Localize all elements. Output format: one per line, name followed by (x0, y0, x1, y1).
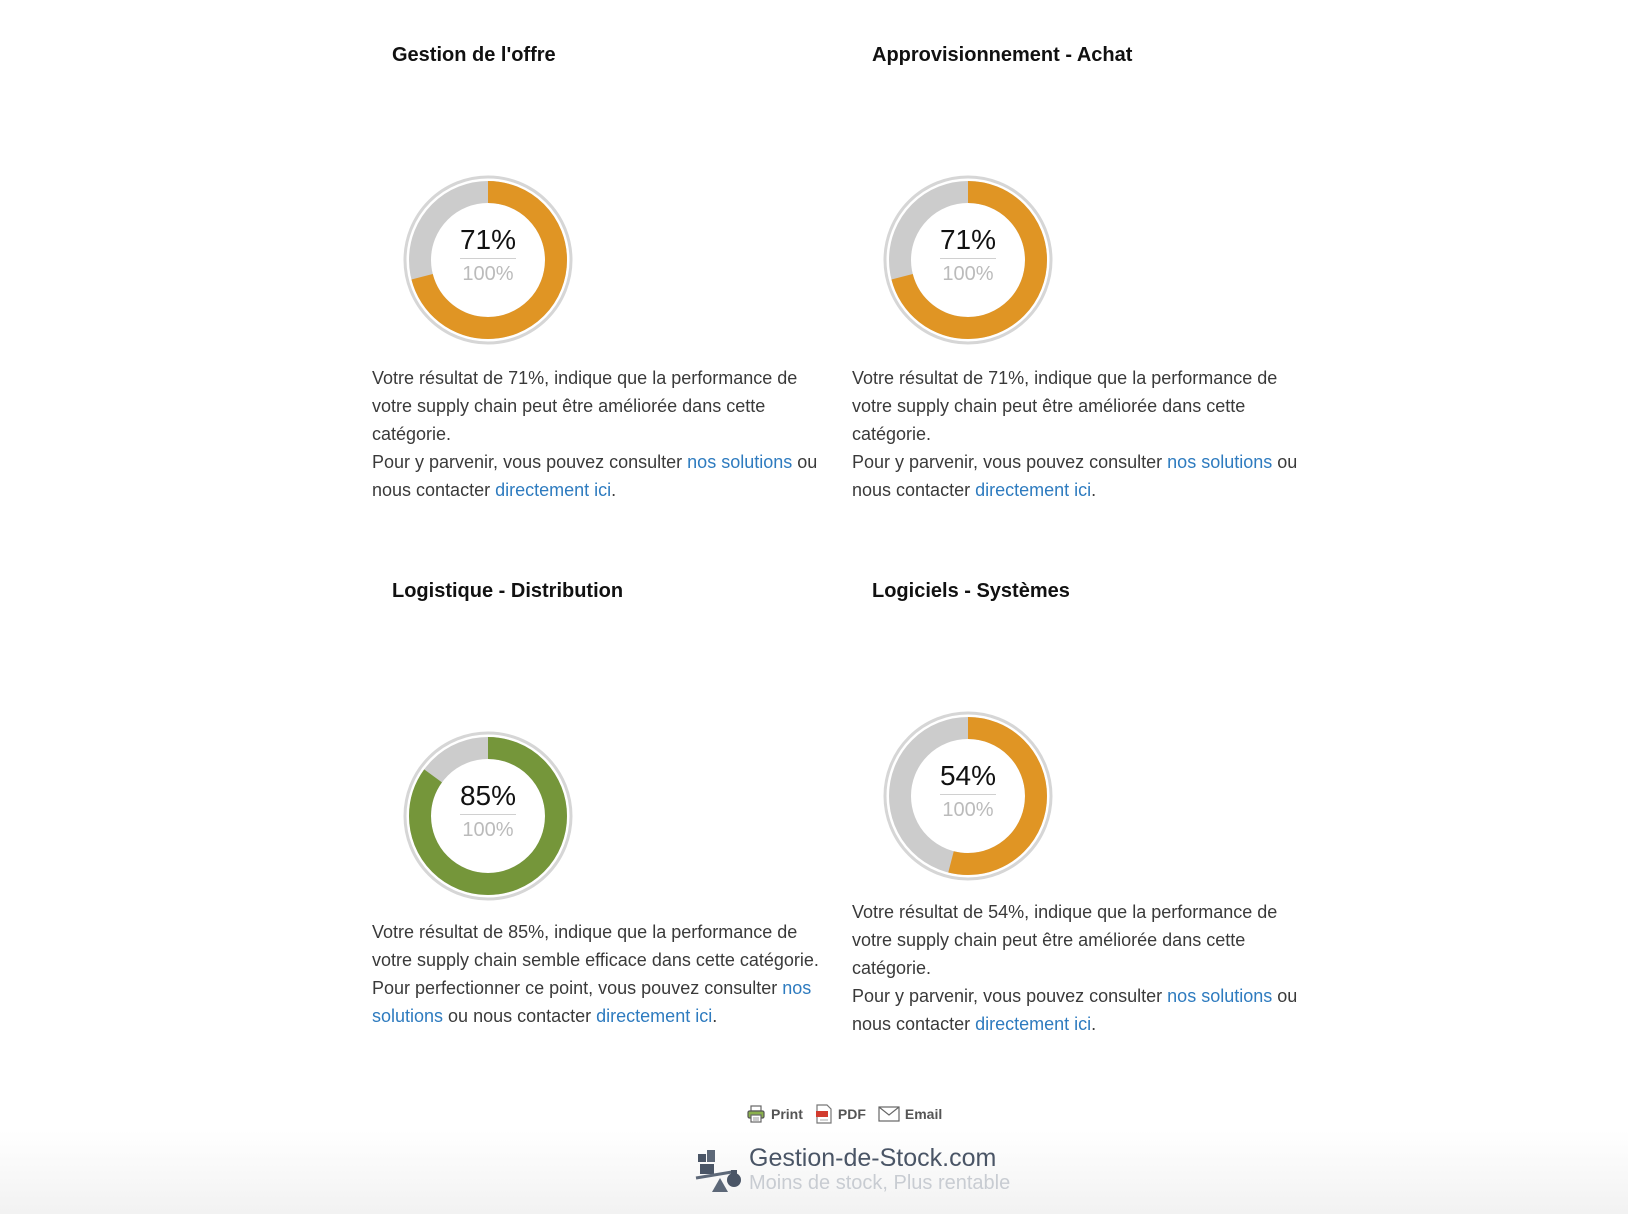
result-advice-text-mid: ou nous contacter (852, 452, 1298, 500)
nos-solutions-link[interactable]: nos solutions (1167, 986, 1273, 1006)
period: . (712, 1006, 718, 1026)
printer-icon (746, 1104, 766, 1124)
brand-tagline: Moins de stock, Plus rentable (749, 1172, 1011, 1194)
result-advice-text: Pour y parvenir, vous pouvez consulter (852, 986, 1168, 1006)
envelope-icon (878, 1106, 900, 1122)
result-summary: Votre résultat de 85%, indique que la performance de votre supply chain semble efficace dans cette catégorie. (372, 922, 819, 970)
nos-solutions-link[interactable]: nos solutions (372, 978, 812, 1026)
pdf-label: PDF (837, 1106, 866, 1122)
card-title: Logiciels - Systèmes (872, 580, 1070, 602)
result-summary: Votre résultat de 71%, indique que la performance de votre supply chain peut être améliorée dans cette catégorie. (372, 368, 798, 444)
result-advice-text: Pour perfectionner ce point, vous pouvez consulter (372, 978, 783, 998)
pdf-file-icon (815, 1104, 833, 1124)
result-advice-text-mid: ou nous contacter (443, 1006, 597, 1026)
donut-svg (882, 710, 1054, 882)
result-summary: Votre résultat de 54%, indique que la performance de votre supply chain peut être améliorée dans cette catégorie. (852, 902, 1278, 978)
result-description (372, 918, 832, 1030)
email-button[interactable] (878, 1106, 942, 1122)
gauge-max: 100% (942, 799, 994, 821)
gauge-divider (460, 814, 516, 815)
result-advice-text: Pour y parvenir, vous pouvez consulter (372, 452, 688, 472)
gauge-divider (940, 794, 996, 795)
stock-boxes-icon (692, 1148, 746, 1196)
nos-solutions-link[interactable]: nos solutions (1167, 452, 1273, 472)
share-toolbar (746, 1104, 942, 1124)
donut-svg (402, 730, 574, 902)
gauge-divider (940, 258, 996, 259)
nos-solutions-link[interactable]: nos solutions (687, 452, 793, 472)
gauge-divider (460, 258, 516, 259)
gauge-max: 100% (462, 263, 514, 285)
donut-svg (882, 174, 1054, 346)
card-title: Approvisionnement - Achat (872, 44, 1133, 66)
gauge-max: 100% (942, 263, 994, 285)
card-title: Logistique - Distribution (392, 580, 624, 602)
period: . (611, 480, 617, 500)
card-title: Gestion de l'offre (392, 44, 556, 66)
result-advice-text: Pour y parvenir, vous pouvez consulter (852, 452, 1168, 472)
score-donut-gauge (402, 730, 574, 902)
gauge-percent: 71% (939, 224, 997, 255)
brand-name: Gestion-de-Stock.com (749, 1144, 997, 1172)
contact-link[interactable]: directement ici (975, 480, 1092, 500)
period: . (1091, 480, 1097, 500)
result-description (372, 364, 832, 504)
email-label: Email (904, 1106, 943, 1122)
result-card-gestion-offre (372, 14, 832, 504)
contact-link[interactable]: directement ici (975, 1014, 1092, 1034)
result-advice-text-mid: ou nous contacter (852, 986, 1298, 1034)
donut-svg (402, 174, 574, 346)
result-advice-text-mid: ou nous contacter (372, 452, 818, 500)
site-logo[interactable] (692, 1144, 1011, 1196)
contact-link[interactable]: directement ici (495, 480, 612, 500)
result-summary: Votre résultat de 71%, indique que la performance de votre supply chain peut être améliorée dans cette catégorie. (852, 368, 1278, 444)
result-card-logiciels (852, 550, 1312, 1050)
result-description (852, 898, 1312, 1038)
period: . (1091, 1014, 1097, 1034)
print-label: Print (771, 1106, 803, 1122)
result-description (852, 364, 1312, 504)
score-donut-gauge (882, 710, 1054, 882)
gauge-percent: 71% (459, 224, 517, 255)
contact-link[interactable]: directement ici (596, 1006, 713, 1026)
print-button[interactable] (746, 1104, 803, 1124)
result-card-approvisionnement (852, 14, 1312, 504)
gauge-max: 100% (462, 819, 514, 841)
gauge-percent: 85% (459, 780, 517, 811)
pdf-button[interactable] (815, 1104, 866, 1124)
score-donut-gauge (402, 174, 574, 346)
score-donut-gauge (882, 174, 1054, 346)
gauge-percent: 54% (939, 760, 997, 791)
result-card-logistique (372, 550, 832, 1040)
